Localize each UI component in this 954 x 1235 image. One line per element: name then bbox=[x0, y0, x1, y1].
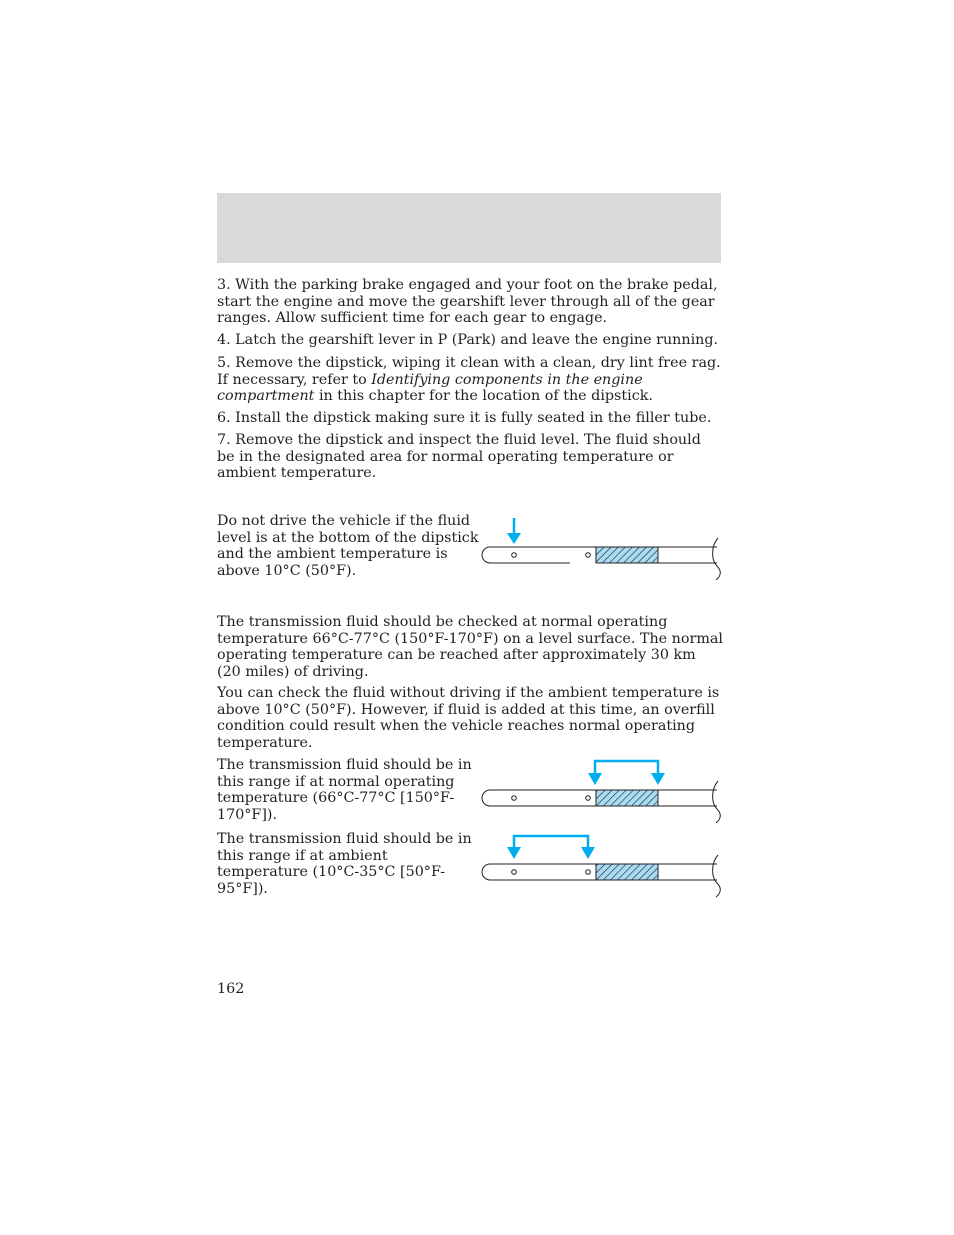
range-normal-text: The transmission fluid should be in this range if at normal operating temperature (66°C-77°C [150°F-170°F]). bbox=[217, 757, 472, 823]
info-ambient-check: You can check the fluid without driving if the ambient temperature is above 10°C (50°F). However, if fluid is added at this time, an overfill condition could result when the vehicle reaches normal operating temperature. bbox=[217, 685, 720, 751]
range-bracket-arrows-icon bbox=[588, 761, 665, 785]
step-6: 6. Install the dipstick making sure it is fully seated in the filler tube. bbox=[217, 410, 712, 426]
step-7: 7. Remove the dipstick and inspect the fluid level. The fluid should be in the designated area for normal operating temperature or ambient temperature. bbox=[217, 432, 701, 482]
step-4: 4. Latch the gearshift lever in P (Park) and leave the engine running. bbox=[217, 332, 719, 348]
step-5 bbox=[217, 355, 723, 405]
range-ambient-text: The transmission fluid should be in this range if at ambient temperature (10°C-35°C [50°F-95°F]). bbox=[217, 831, 472, 897]
page-number: 162 bbox=[217, 981, 245, 997]
arrow-down-icon bbox=[507, 518, 521, 544]
dipstick-normal-range-figure bbox=[478, 754, 723, 834]
step-5-text-end: in this chapter for the location of the dipstick. bbox=[314, 388, 653, 405]
step-5-text: 5. Remove the dipstick, wiping it clean with a clean, dry lint free rag. If necessary, refer to bbox=[217, 355, 721, 388]
dipstick-blade bbox=[482, 538, 720, 580]
dipstick-ambient-range-figure bbox=[478, 828, 723, 908]
low-level-warning: Do not drive the vehicle if the fluid level is at the bottom of the dipstick and the ambient temperature is above 10°C (50°F). bbox=[217, 513, 479, 579]
step-5-reference: Identifying components in the engine compartment bbox=[217, 371, 643, 405]
step-3: 3. With the parking brake engaged and your foot on the brake pedal, start the engine and move the gearshift lever through all of the gear ranges. Allow sufficient time for each gear to engage. bbox=[217, 277, 718, 327]
section-header-band bbox=[217, 193, 721, 263]
dipstick-blade bbox=[482, 855, 720, 897]
dipstick-low-level-figure bbox=[478, 510, 723, 590]
info-normal-temperature: The transmission fluid should be checked at normal operating temperature 66°C-77°C (150°F-170°F) on a level surface. The normal operating temperature can be reached after approximately 30 km (20 miles) of driving. bbox=[217, 614, 723, 680]
range-bracket-arrows-icon bbox=[507, 836, 595, 859]
dipstick-blade bbox=[482, 781, 720, 823]
